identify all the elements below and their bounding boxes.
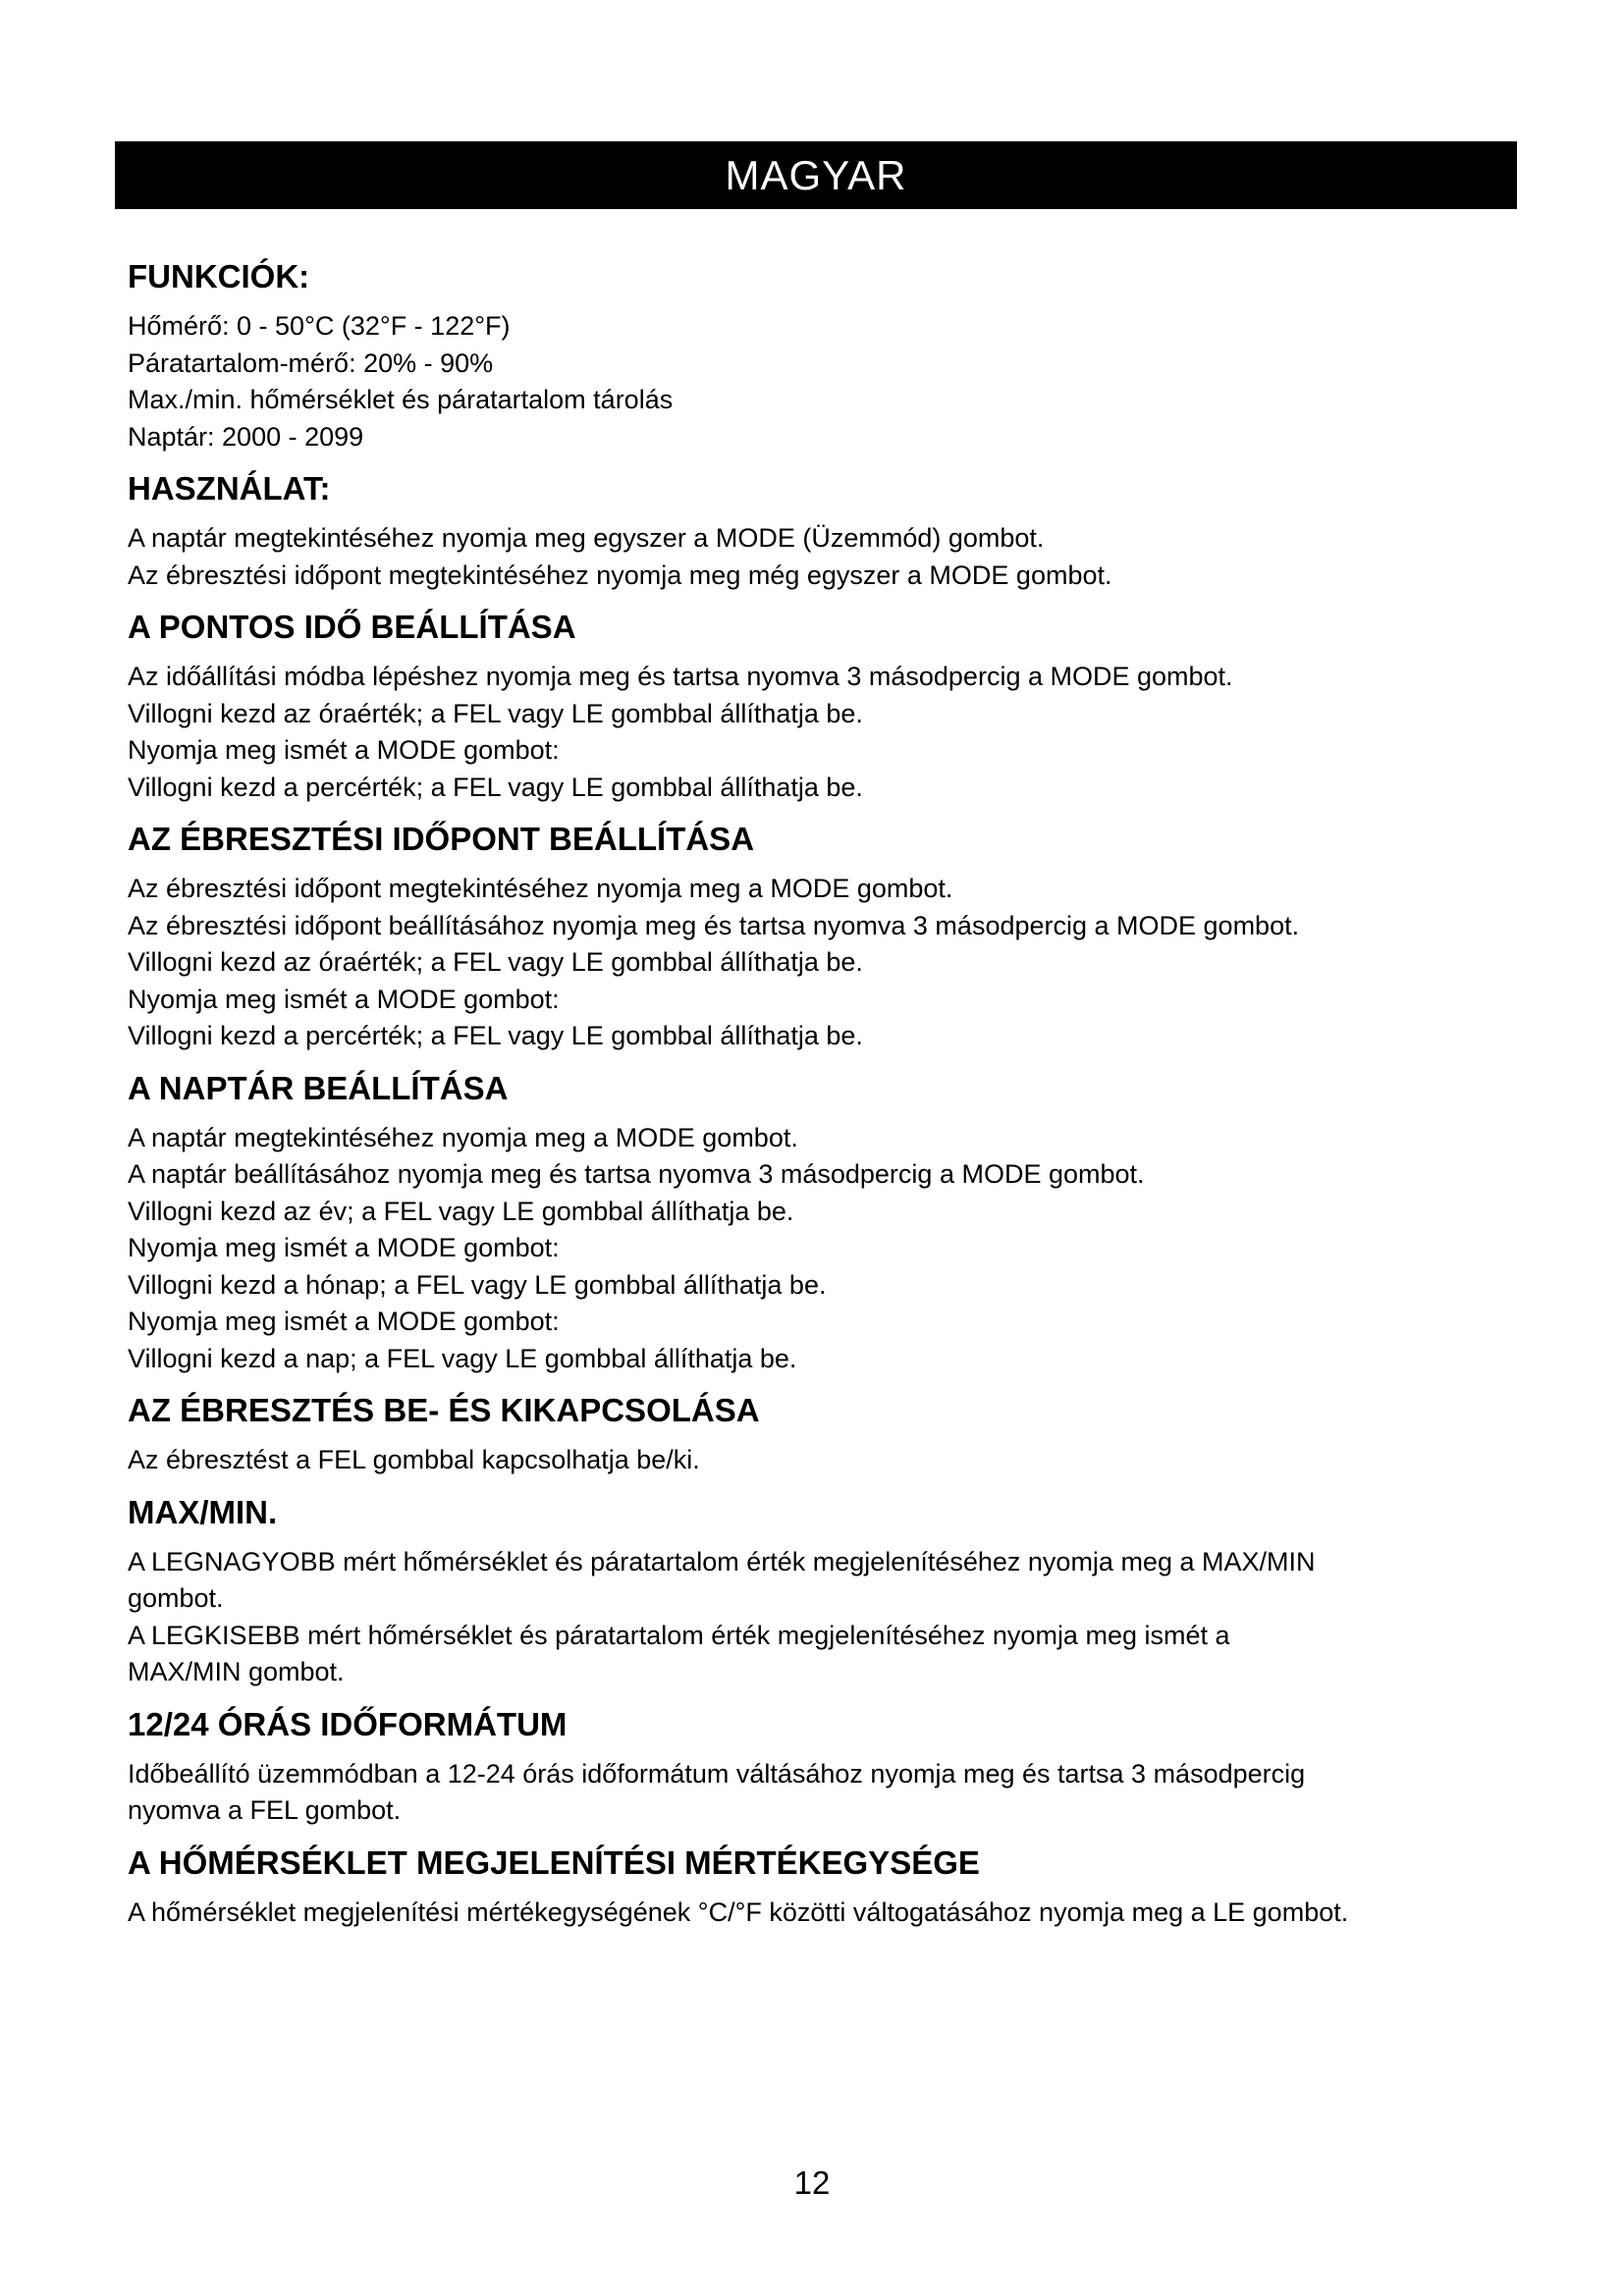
section-ebresztesi-idopont [128, 818, 1522, 1055]
text-line: A naptár megtekintéséhez nyomja meg a MODE gombot. [128, 1122, 798, 1152]
text-line: A LEGKISEBB mért hőmérséklet és páratartalom érték megjelenítéséhez nyomja meg ismét a [128, 1620, 1230, 1650]
text-line: Nyomja meg ismét a MODE gombot: [128, 735, 560, 765]
text-line: Nyomja meg ismét a MODE gombot: [128, 1233, 560, 1262]
text-line: Naptár: 2000 - 2099 [128, 421, 364, 452]
section-max-min [128, 1491, 1522, 1691]
section-heading: HASZNÁLAT: [128, 470, 331, 507]
language-banner [115, 141, 1517, 209]
text-line: Az ébresztési időpont megtekintéséhez nyomja meg a MODE gombot. [128, 874, 953, 903]
text-line: Az ébresztési időpont beállításához nyomja meg és tartsa nyomva 3 másodpercig a MODE gombot. [128, 910, 1300, 940]
text-line: Villogni kezd az óraérték; a FEL vagy LE gombbal állíthatja be. [128, 947, 863, 977]
text-line: Villogni kezd a percérték; a FEL vagy LE gombbal állíthatja be. [128, 772, 863, 802]
text-line: nyomva a FEL gombot. [128, 1795, 402, 1825]
section-heading: MAX/MIN. [128, 1493, 278, 1530]
section-heading: A HŐMÉRSÉKLET MEGJELENÍTÉSI MÉRTÉKEGYSÉGE [128, 1843, 980, 1881]
text-line: Nyomja meg ismét a MODE gombot: [128, 984, 560, 1014]
text-line: Villogni kezd a percérték; a FEL vagy LE gombbal állíthatja be. [128, 1021, 863, 1050]
section-idoformatum [128, 1703, 1522, 1830]
text-line: A LEGNAGYOBB mért hőmérséklet és páratartalom érték megjelenítéséhez nyomja meg a MAX/MIN [128, 1546, 1316, 1576]
text-line: Villogni kezd a nap; a FEL vagy LE gombbal állíthatja be. [128, 1343, 797, 1373]
section-pontos-ido [128, 606, 1522, 806]
text-line: A naptár beállításához nyomja meg és tartsa nyomva 3 másodpercig a MODE gombot. [128, 1159, 1145, 1189]
section-heading: 12/24 ÓRÁS IDŐFORMÁTUM [128, 1705, 568, 1742]
section-ebresztes-be-ki [128, 1389, 1522, 1479]
text-line: Nyomja meg ismét a MODE gombot: [128, 1307, 560, 1336]
page-number: 12 [793, 2164, 831, 2201]
text-line: Villogni kezd az óraérték; a FEL vagy LE gombbal állíthatja be. [128, 698, 863, 728]
text-line: Az ébresztési időpont megtekintéséhez nyomja meg még egyszer a MODE gombot. [128, 560, 1112, 590]
section-funkciok [128, 255, 1522, 455]
text-line: A naptár megtekintéséhez nyomja meg egyszer a MODE (Üzemmód) gombot. [128, 523, 1045, 553]
text-line: A hőmérséklet megjelenítési mértékegységének °C/°F közötti váltogatásához nyomja meg a LE gombot. [128, 1896, 1349, 1927]
section-heading: A PONTOS IDŐ BEÁLLÍTÁSA [128, 609, 576, 645]
text-line: MAX/MIN gombot. [128, 1657, 345, 1686]
section-heading: AZ ÉBRESZTÉSI IDŐPONT BEÁLLÍTÁSA [128, 821, 755, 857]
section-hasznalat [128, 467, 1522, 594]
text-line: Max./min. hőmérséklet és páratartalom tárolás [128, 385, 674, 414]
text-line: gombot. [128, 1583, 224, 1613]
text-line: Villogni kezd az év; a FEL vagy LE gombbal állíthatja be. [128, 1196, 794, 1226]
section-naptar [128, 1067, 1522, 1378]
manual-content [128, 255, 1522, 1931]
text-line: Villogni kezd a hónap; a FEL vagy LE gombbal állíthatja be. [128, 1269, 827, 1300]
text-line: Az ébresztést a FEL gombbal kapcsolhatja be/ki. [128, 1445, 700, 1474]
section-heading: AZ ÉBRESZTÉS BE- ÉS KIKAPCSOLÁSA [128, 1392, 760, 1428]
section-heading: FUNKCIÓK: [128, 258, 310, 294]
section-heading: A NAPTÁR BEÁLLÍTÁSA [128, 1069, 509, 1106]
text-line: Időbeállító üzemmódban a 12-24 órás időformátum váltásához nyomja meg és tartsa 3 másodpercig [128, 1758, 1306, 1789]
text-line: Az időállítási módba lépéshez nyomja meg és tartsa nyomva 3 másodpercig a MODE gombot. [128, 662, 1233, 691]
section-mertekegyseg [128, 1842, 1522, 1932]
banner-title: MAGYAR [725, 151, 907, 198]
text-line: Páratartalom-mérő: 20% - 90% [128, 347, 494, 378]
text-line: Hőmérő: 0 - 50°C (32°F - 122°F) [128, 311, 511, 341]
